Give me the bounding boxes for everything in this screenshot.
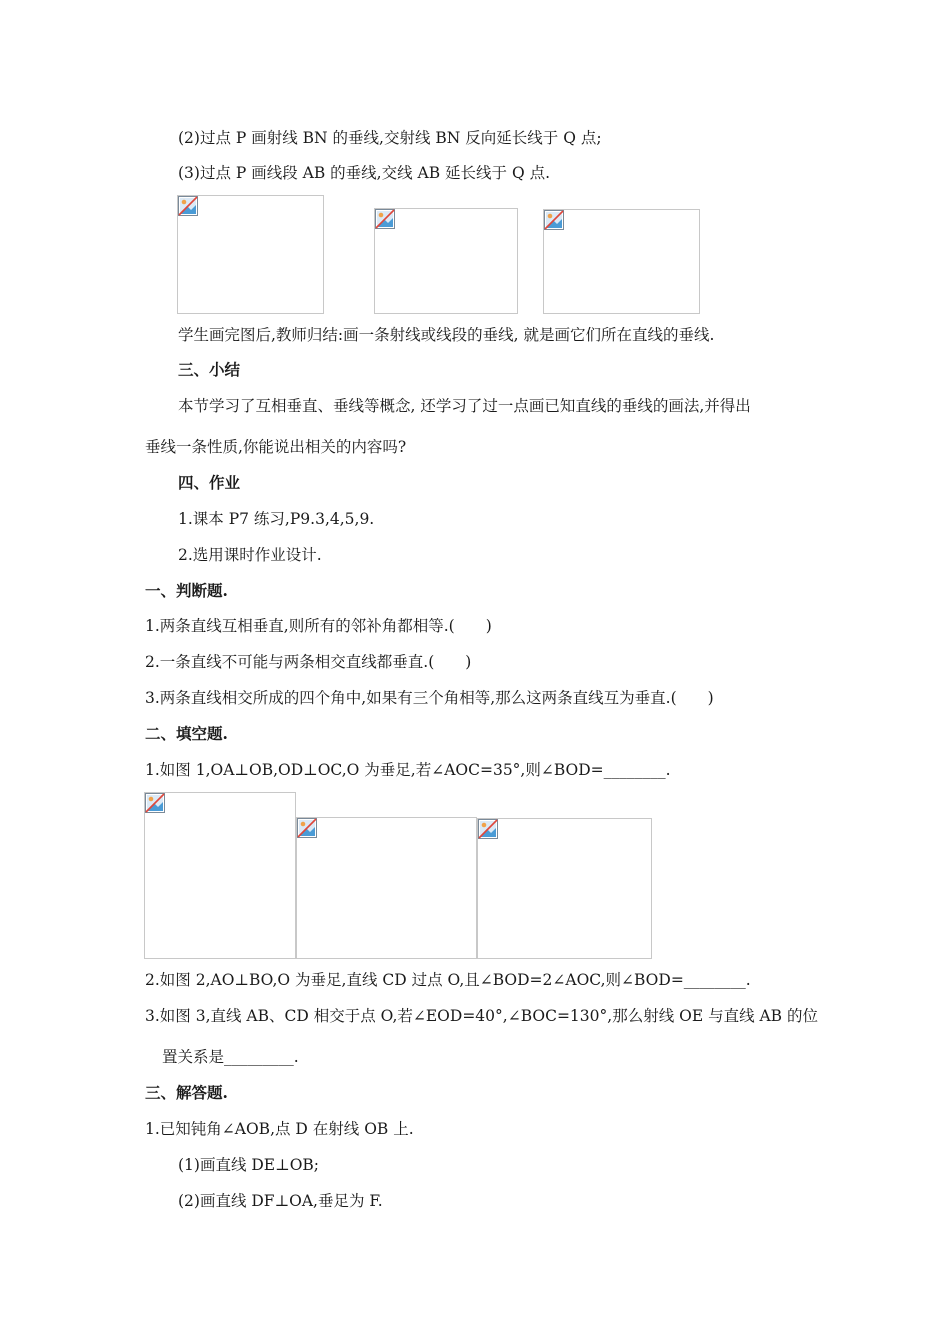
fill-question-3-line2: 置关系是_________. [162, 1048, 299, 1066]
section-summary-heading: 三、小结 [178, 360, 241, 379]
judge-question-2: 2.一条直线不可能与两条相交直线都垂直.( ) [145, 653, 472, 671]
figure-1-placeholder [144, 792, 296, 959]
homework-item-2: 2.选用课时作业设计. [178, 546, 322, 564]
step-3-text: (3)过点 P 画线段 AB 的垂线,交线 AB 延长线于 Q 点. [178, 164, 551, 182]
figure-2-placeholder [296, 817, 477, 959]
broken-image-icon [297, 818, 317, 838]
summary-paragraph-line1: 本节学习了互相垂直、垂线等概念, 还学习了过一点画已知直线的垂线的画法,并得出 [178, 397, 751, 415]
figure-placeholder-2 [374, 208, 518, 314]
fill-question-3-line1: 3.如图 3,直线 AB、CD 相交于点 O,若∠EOD=40°,∠BOC=130°,那么射线 OE 与直线 AB 的位 [145, 1007, 819, 1025]
broken-image-icon [375, 209, 395, 229]
figure-placeholder-3 [543, 209, 700, 314]
judge-heading: 一、判断题. [145, 581, 228, 600]
broken-image-icon [145, 793, 165, 813]
figure-3-placeholder [477, 818, 652, 959]
broken-image-icon [478, 819, 498, 839]
fill-question-2: 2.如图 2,AO⊥BO,O 为垂足,直线 CD 过点 O,且∠BOD=2∠AOC,则∠BOD=________. [145, 971, 751, 989]
fill-heading: 二、填空题. [145, 724, 228, 743]
summary-paragraph-line2: 垂线一条性质,你能说出相关的内容吗? [145, 438, 407, 456]
judge-question-3: 3.两条直线相交所成的四个角中,如果有三个角相等,那么这两条直线互为垂直.( ) [145, 689, 714, 707]
broken-image-icon [178, 196, 198, 216]
broken-image-icon [544, 210, 564, 230]
section-homework-heading: 四、作业 [178, 473, 241, 492]
answer-subitem-2: (2)画直线 DF⊥OA,垂足为 F. [178, 1192, 383, 1210]
answer-heading: 三、解答题. [145, 1083, 228, 1102]
judge-question-1: 1.两条直线互相垂直,则所有的邻补角都相等.( ) [145, 617, 492, 635]
teacher-summary: 学生画完图后,教师归结:画一条射线或线段的垂线, 就是画它们所在直线的垂线. [178, 326, 715, 344]
fill-question-1: 1.如图 1,OA⊥OB,OD⊥OC,O 为垂足,若∠AOC=35°,则∠BOD=________. [145, 761, 671, 779]
answer-subitem-1: (1)画直线 DE⊥OB; [178, 1156, 320, 1174]
figure-placeholder-1 [177, 195, 324, 314]
step-2-text: (2)过点 P 画射线 BN 的垂线,交射线 BN 反向延长线于 Q 点; [178, 129, 602, 147]
answer-question-1: 1.已知钝角∠AOB,点 D 在射线 OB 上. [145, 1120, 414, 1138]
homework-item-1: 1.课本 P7 练习,P9.3,4,5,9. [178, 510, 375, 528]
